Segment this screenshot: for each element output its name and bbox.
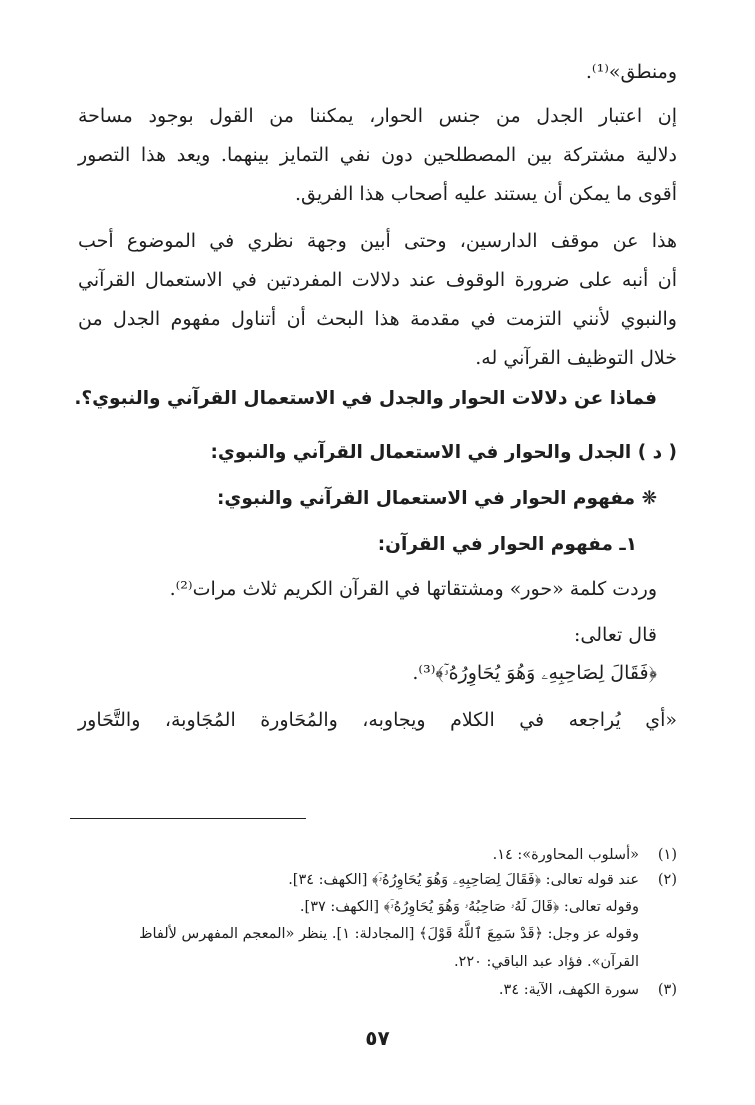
paragraph-line: قال تعالى: [574, 624, 657, 646]
footnote-separator [70, 818, 306, 819]
footnote-2-cont [78, 895, 677, 919]
paragraph-line: دلالية مشتركة بين المصطلحين دون نفي التمايز بينهما. ويعد هذا التصور [78, 144, 677, 166]
footnote-2 [78, 868, 677, 892]
section-heading: ( د ) الجدل والحوار في الاستعمال القرآني والنبوي: [210, 442, 677, 463]
footnote-text: «أسلوب المحاورة»: ١٤. [492, 847, 639, 863]
footnote-3 [78, 978, 677, 1002]
subsection-heading-numbered: ١ـ مفهوم الحوار في القرآن: [377, 534, 637, 555]
continuation-line: ومنطق»⁽¹⁾. [585, 61, 677, 83]
quran-verse: ﴿فَقَالَ لِصَاحِبِهِۦ وَهُوَ يُحَاوِرُهُۥٓ﴾⁽³⁾. [412, 662, 657, 684]
footnote-number: (٢) [657, 872, 677, 888]
paragraph-line: خلال التوظيف القرآني له. [475, 347, 677, 369]
footnote-1 [78, 843, 677, 867]
paragraph-line: وردت كلمة «حور» ومشتقاتها في القرآن الكريم ثلاث مرات⁽²⁾. [169, 578, 657, 600]
footnote-text: وقوله تعالى: ﴿قَالَ لَهُۥ صَاحِبُهُۥ وَهُوَ يُحَاوِرُهُۥٓ﴾ [الكهف: ٣٧]. [299, 899, 639, 915]
footnote-number: (٣) [657, 982, 677, 998]
question-line: فماذا عن دلالات الحوار والجدل في الاستعمال القرآني والنبوي؟. [74, 388, 657, 409]
footnote-2-cont [78, 922, 677, 946]
page-number: ٥٧ [365, 1026, 390, 1050]
paragraph-line: أن أنبه على ضرورة الوقوف عند دلالات المفردتين في الاستعمال القرآني [78, 269, 677, 291]
footnote-text: وقوله عز وجل: ﴿قَدْ سَمِعَ ٱللَّهُ قَوْلَ﴾ [المجادلة: ١]. ينظر «المعجم المفهرس لألفاظ [139, 926, 639, 942]
subsection-heading: ❋ مفهوم الحوار في الاستعمال القرآني والنبوي: [217, 488, 657, 509]
paragraph-line: «أي يُراجعه في الكلام ويجاوبه، والمُحَاورة المُجَاوبة، والتَّحَاور [78, 709, 677, 731]
footnote-text: عند قوله تعالى: ﴿فَقَالَ لِصَاحِبِهِۦ وَهُوَ يُحَاوِرُهُۥٓ﴾ [الكهف: ٣٤]. [288, 872, 639, 888]
footnote-text: سورة الكهف، الآية: ٣٤. [498, 982, 639, 998]
paragraph-line: إن اعتبار الجدل من جنس الحوار، يمكننا من القول بوجود مساحة [78, 105, 677, 127]
paragraph-line: والنبوي لأنني التزمت في مقدمة هذا البحث أن أتناول مفهوم الجدل من [78, 308, 677, 330]
footnote-text: القرآن». فؤاد عبد الباقي: ٢٢٠. [453, 954, 639, 970]
paragraph-line: أقوى ما يمكن أن يستند عليه أصحاب هذا الفريق. [295, 183, 677, 205]
paragraph-line: هذا عن موقف الدارسين، وحتى أبين وجهة نظري في الموضوع أحب [78, 230, 677, 252]
footnote-2-cont [78, 950, 677, 974]
footnote-number: (١) [657, 847, 677, 863]
